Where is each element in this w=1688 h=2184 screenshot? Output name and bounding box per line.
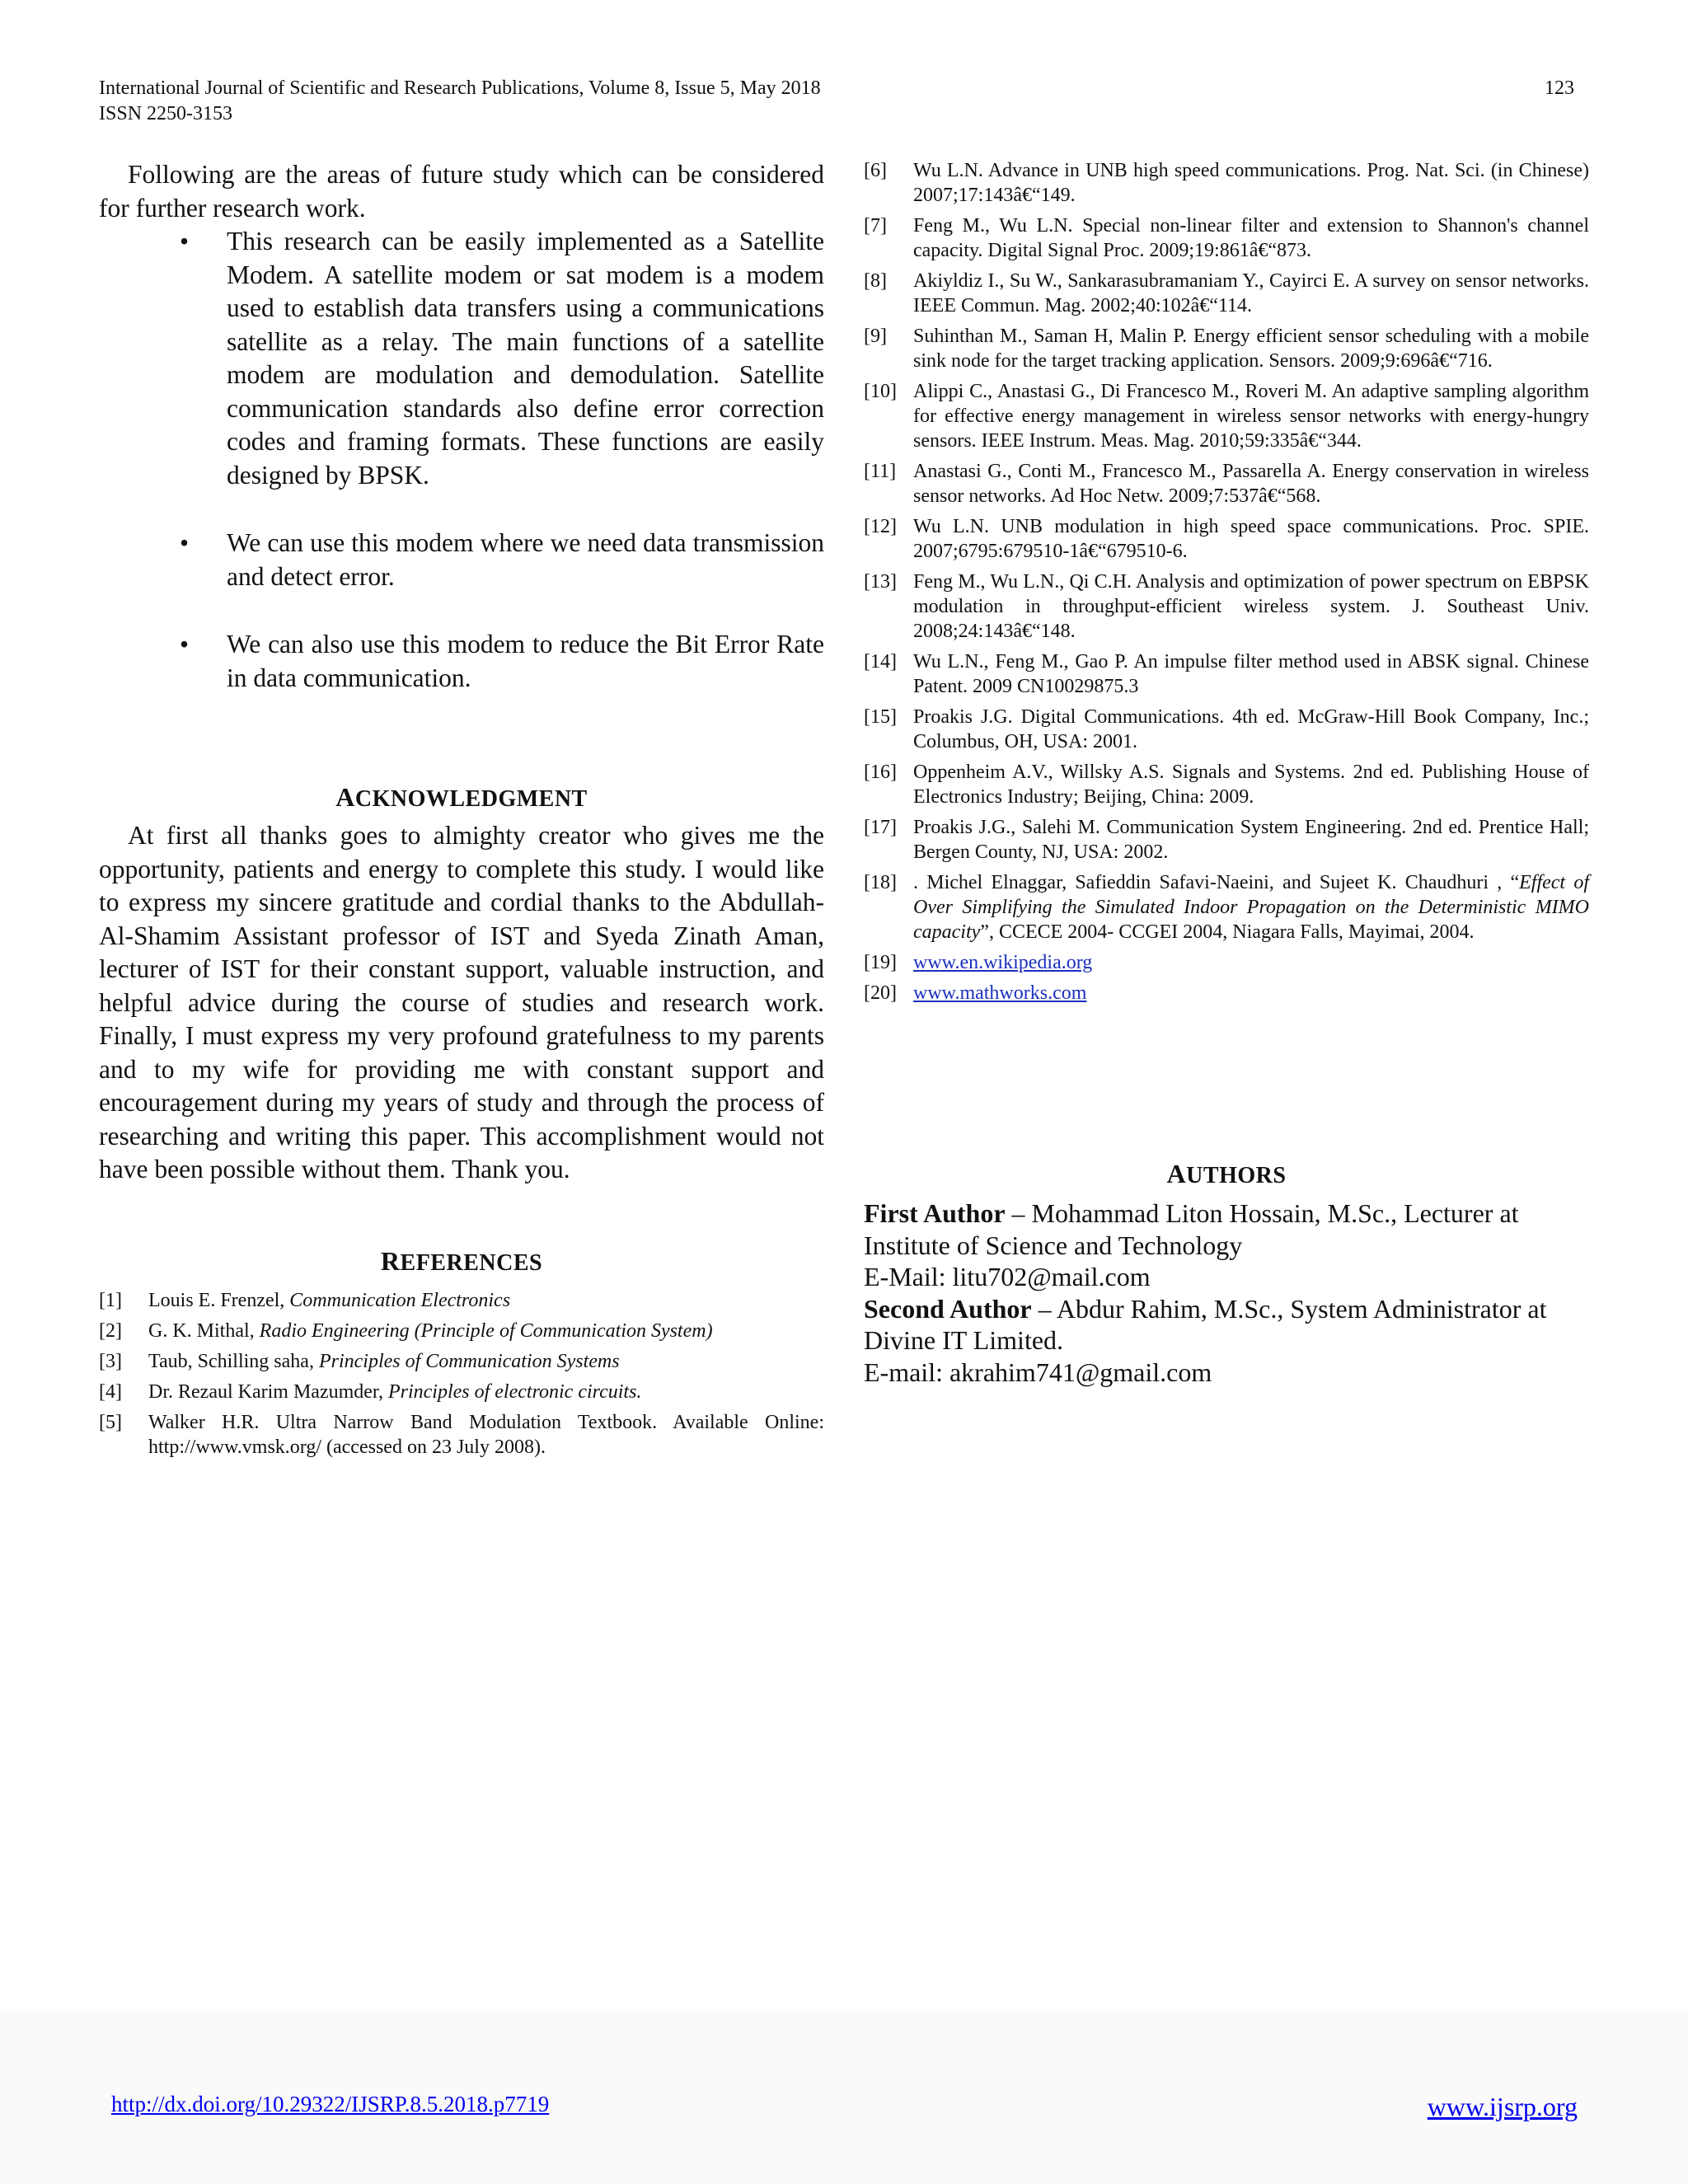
reference-item	[864, 269, 1589, 318]
references-list-left	[99, 1288, 824, 1460]
bullet-icon: •	[180, 630, 190, 658]
journal-site-link[interactable]: www.ijsrp.org	[1427, 2092, 1578, 2121]
reference-number: [3]	[99, 1350, 122, 1372]
reference-number: [13]	[864, 571, 897, 593]
reference-text: Feng M., Wu L.N., Qi C.H. Analysis and optimization of power spectrum on EBPSK modulation in throughput-efficient wireless system. J. Southeast Univ. 2008;24:143â€“148.	[913, 571, 1589, 642]
reference-item	[864, 870, 1589, 944]
reference-text: Proakis J.G., Salehi M. Communication System Engineering. 2nd ed. Prentice Hall; Bergen County, NJ, USA: 2002.	[913, 817, 1589, 863]
left-column	[99, 158, 824, 1465]
reference-item	[99, 1288, 824, 1313]
reference-item: [20] www.mathworks.com	[864, 982, 1087, 1004]
reference-number: [9]	[864, 326, 887, 347]
reference-item	[864, 815, 1589, 865]
reference-text: Akiyldiz I., Su W., Sankarasubramaniam Y., Cayirci E. A survey on sensor networks. IEEE Commun. Mag. 2002;40:102â€“114.	[913, 270, 1589, 316]
reference-item	[864, 569, 1589, 644]
second-author: Second Author – Abdur Rahim, M.Sc., System Administrator at Divine IT Limited.	[864, 1293, 1547, 1355]
reference-text: Suhinthan M., Saman H, Malin P. Energy efficient sensor scheduling with a mobile sink node for the target tracking application. Sensors. 2009;9:696â€“716.	[913, 326, 1589, 372]
journal-title: International Journal of Scientific and Research Publications, Volume 8, Issue 5, May 2018	[99, 77, 821, 99]
reference-text: Wu L.N. Advance in UNB high speed communications. Prog. Nat. Sci. (in Chinese) 2007;17:143â€“149.	[913, 160, 1589, 206]
reference-text: Feng M., Wu L.N. Special non-linear filter and extension to Shannon's channel capacity. Digital Signal Proc. 2009;19:861â€“873.	[913, 215, 1589, 261]
future-study-list	[99, 225, 824, 695]
reference-item	[864, 324, 1589, 373]
reference-number: [7]	[864, 215, 887, 237]
reference-text: Wu L.N. UNB modulation in high speed space communications. Proc. SPIE. 2007;6795:679510-1â€“679510-6.	[913, 516, 1589, 562]
reference-item	[864, 649, 1589, 699]
reference-number: [12]	[864, 516, 897, 537]
reference-item	[864, 705, 1589, 754]
reference-item	[99, 1410, 824, 1460]
list-item	[99, 225, 824, 492]
reference-number: [16]	[864, 762, 897, 783]
mathworks-link[interactable]: www.mathworks.com	[913, 982, 1087, 1004]
first-author: First Author – Mohammad Liton Hossain, M.Sc., Lecturer at Institute of Science and Technology	[864, 1198, 1519, 1260]
reference-text: Dr. Rezaul Karim Mazumder, Principles of electronic circuits.	[148, 1380, 642, 1403]
reference-item	[864, 158, 1589, 208]
reference-number: [8]	[864, 270, 887, 292]
reference-text: Anastasi G., Conti M., Francesco M., Passarella A. Energy conservation in wireless sensor networks. Ad Hoc Netw. 2009;7:537â€“568.	[913, 461, 1589, 507]
first-author-email: E-Mail: litu702@mail.com	[864, 1262, 1151, 1291]
reference-text: G. K. Mithal, Radio Engineering (Principle of Communication System)	[148, 1319, 713, 1342]
reference-item	[864, 459, 1589, 509]
bullet-text: We can use this modem where we need data transmission and detect error.	[227, 528, 824, 591]
reference-item	[864, 760, 1589, 809]
reference-text: Wu L.N., Feng M., Gao P. An impulse filter method used in ABSK signal. Chinese Patent. 2009 CN10029875.3	[913, 651, 1589, 697]
reference-text: Proakis J.G. Digital Communications. 4th ed. McGraw-Hill Book Company, Inc.; Columbus, OH, USA: 2001.	[913, 706, 1589, 752]
reference-text: Alippi C., Anastasi G., Di Francesco M., Roveri M. An adaptive sampling algorithm for effective energy management in wireless sensor networks with energy-hungry sensors. IEEE Instrum. Meas. Mag. 2010;59:335â€“344.	[913, 381, 1589, 452]
reference-item	[864, 213, 1589, 263]
doi-link[interactable]: http://dx.doi.org/10.29322/IJSRP.8.5.2018.p7719	[111, 2092, 550, 2116]
second-author-email: E-mail: akrahim741@gmail.com	[864, 1357, 1212, 1387]
bullet-text: We can also use this modem to reduce the Bit Error Rate in data communication.	[227, 630, 824, 692]
reference-text: Oppenheim A.V., Willsky A.S. Signals and Systems. 2nd ed. Publishing House of Electronics Industry; Beijing, China: 2009.	[913, 762, 1589, 808]
authors-heading: AUTHORS	[1166, 1159, 1287, 1188]
reference-number: [10]	[864, 381, 897, 402]
reference-number: [11]	[864, 461, 897, 482]
future-study-intro: Following are the areas of future study which can be considered for further research work.	[99, 160, 824, 223]
reference-item	[864, 514, 1589, 564]
reference-text: Walker H.R. Ultra Narrow Band Modulation Textbook. Available Online: http://www.vmsk.org/ (accessed on 23 July 2008).	[148, 1411, 824, 1458]
running-header	[99, 76, 1574, 127]
list-item	[99, 527, 824, 593]
reference-number: [15]	[864, 706, 897, 728]
reference-number: [17]	[864, 817, 897, 838]
reference-text: Taub, Schilling saha, Principles of Communication Systems	[148, 1350, 620, 1372]
references-list-right	[864, 158, 1589, 944]
reference-number: [18]	[864, 872, 897, 893]
page-number: 123	[1545, 77, 1574, 99]
reference-item	[99, 1319, 824, 1343]
bullet-icon: •	[180, 227, 190, 255]
reference-number: [1]	[99, 1289, 122, 1311]
reference-text: Louis E. Frenzel, Communication Electronics	[148, 1289, 511, 1311]
reference-number: [2]	[99, 1319, 122, 1342]
acknowledgment-heading: ACKNOWLEDGMENT	[335, 782, 588, 812]
reference-item	[99, 1380, 824, 1404]
reference-text: . Michel Elnaggar, Safieddin Safavi-Naeini, and Sujeet K. Chaudhuri , “Effect of Over Simplifying the Simulated Indoor Propagation on the Deterministic MIMO capacity”, CCECE 2004- CCGEI 2004, Niagara Falls, Mayimai, 2004.	[913, 872, 1589, 943]
right-column	[864, 158, 1589, 1388]
bullet-icon: •	[180, 528, 190, 557]
reference-number: [6]	[864, 160, 887, 181]
references-heading: REFERENCES	[380, 1245, 543, 1276]
list-item	[99, 628, 824, 695]
reference-number: [14]	[864, 651, 897, 673]
acknowledgment-text: At first all thanks goes to almighty creator who gives me the opportunity, patients and energy to complete this study. I would like to express my sincere gratitude and cordial thanks to the Abdullah-Al-Shamim Assistant professor of IST and Syeda Zinath Aman, lecturer of IST for their constant support, valuable instruction, and helpful advice during the course of studies and research work. Finally, I must express my very profound gratefulness to my parents and to my wife for providing me with constant support and encouragement during my years of study and through the process of researching and writing this paper. This accomplishment would not have been possible without them. Thank you.	[99, 821, 824, 1183]
reference-item: [19] www.en.wikipedia.org	[864, 952, 1093, 973]
reference-item	[864, 379, 1589, 453]
wikipedia-link[interactable]: www.en.wikipedia.org	[913, 952, 1093, 973]
bullet-text: This research can be easily implemented as a Satellite Modem. A satellite modem or sat modem is a modem used to establish data transfers using a communications satellite as a relay. The main functions of a satellite modem are modulation and demodulation. Satellite communication standards also define error correction codes and framing formats. These functions are easily designed by BPSK.	[227, 227, 824, 490]
reference-item	[99, 1349, 824, 1374]
issn: ISSN 2250-3153	[99, 103, 233, 124]
reference-number: [5]	[99, 1411, 122, 1433]
reference-number: [4]	[99, 1380, 122, 1403]
